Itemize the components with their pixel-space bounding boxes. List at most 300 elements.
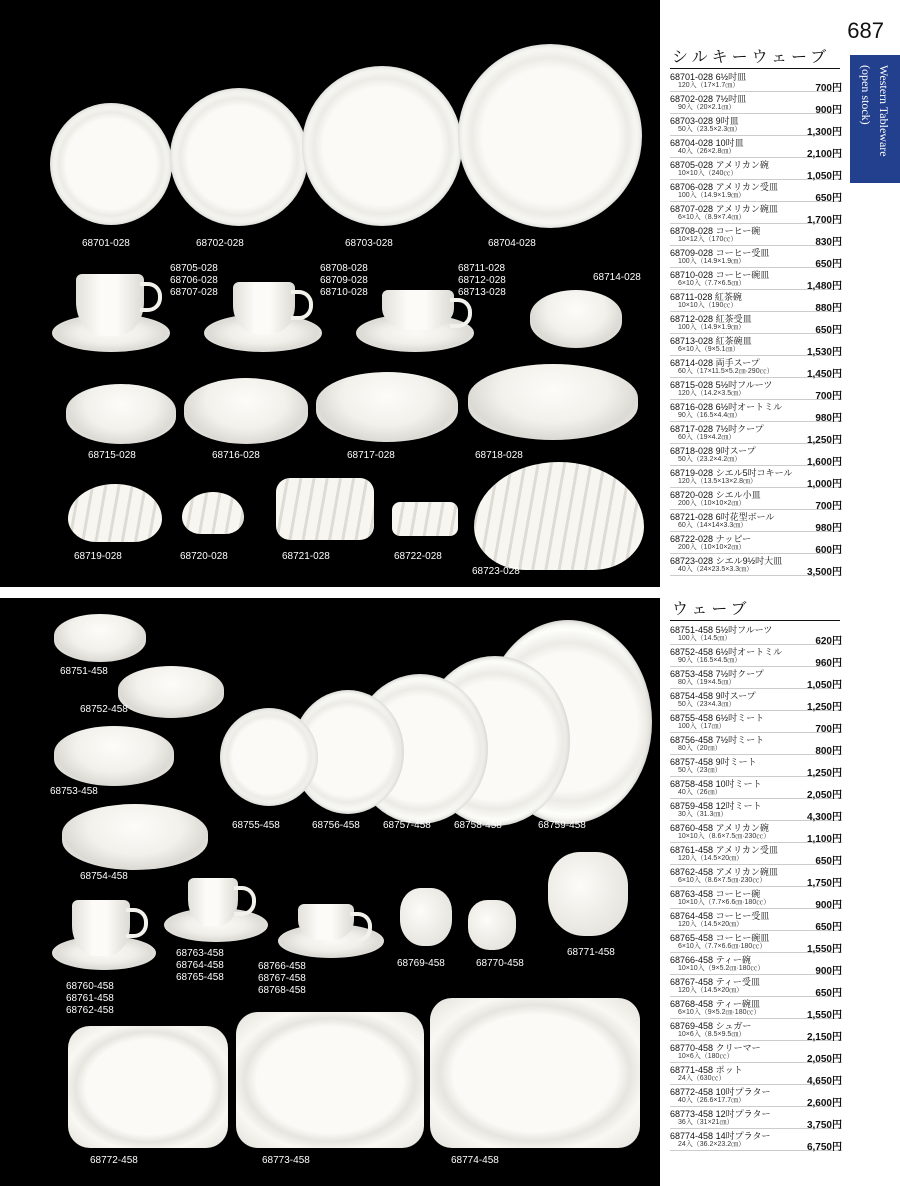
- item-name: 5½吋フルーツ: [715, 380, 773, 390]
- price-list-item: [670, 422, 842, 444]
- price-list-item: [670, 334, 842, 356]
- item-spec: 200入（10×10×2㎝）: [678, 500, 746, 507]
- item-name: 紅茶受皿: [715, 314, 752, 324]
- item-spec: 10×10入（9×5.2㎝·180㏄）: [678, 965, 765, 972]
- item-code: 68768-458: [670, 999, 714, 1009]
- bowl-68753: [54, 726, 174, 786]
- item-spec: 6×10入（8.6×7.5㎝·230㏄）: [678, 877, 767, 884]
- silky-wave-product-photo: [0, 0, 660, 587]
- item-spec: 6×10入（8.9×7.4㎝）: [678, 214, 746, 221]
- price-list-item: [670, 1019, 842, 1041]
- item-name: シュガー: [715, 1021, 752, 1031]
- bowl-68718: [468, 364, 638, 440]
- item-spec: 90入（20×2.1㎝）: [678, 104, 736, 111]
- item-price: 4,300円: [806, 812, 842, 823]
- item-price: 3,500円: [806, 567, 842, 578]
- price-list-item: [670, 224, 842, 246]
- item-name: 紅茶碗皿: [715, 336, 752, 346]
- price-list-item: [670, 821, 842, 843]
- item-spec: 60入（14×14×3.3㎝）: [678, 522, 748, 529]
- label-68722: 68722-028: [394, 551, 442, 562]
- price-list-item: [670, 1107, 842, 1129]
- item-code: 68706-028: [670, 182, 714, 192]
- label-68754: 68754-458: [80, 871, 128, 882]
- item-spec: 10×12入（170㏄）: [678, 236, 738, 243]
- item-name: 14吋プラター: [715, 1131, 771, 1141]
- label-68759: 68759-458: [538, 820, 586, 831]
- item-spec: 90入（16.5×4.5㎝）: [678, 657, 742, 664]
- label-68719: 68719-028: [74, 551, 122, 562]
- item-name: 9吋スープ: [715, 691, 756, 701]
- plate-68702: [170, 88, 308, 226]
- label-group-tea: 68711-028 68712-028 68713-028: [458, 263, 506, 298]
- item-price: 700円: [815, 391, 842, 402]
- item-spec: 90入（16.5×4.4㎝）: [678, 412, 742, 419]
- item-name: アメリカン碗皿: [715, 204, 778, 214]
- item-spec: 100入（14.9×1.9㎝）: [678, 258, 746, 265]
- bowl-68751: [54, 614, 146, 662]
- item-code: 68722-028: [670, 534, 714, 544]
- platter-68774: [430, 998, 640, 1148]
- pot-68771: [548, 852, 628, 936]
- item-code: 68760-458: [670, 823, 714, 833]
- item-name: 6½吋オートミル: [715, 647, 783, 657]
- item-code: 68754-458: [670, 691, 714, 701]
- item-spec: 30入（31.3㎝）: [678, 811, 728, 818]
- price-list-item: [670, 1085, 842, 1107]
- item-spec: 100入（17㎝）: [678, 723, 726, 730]
- item-code: 68715-028: [670, 380, 714, 390]
- item-code: 68761-458: [670, 845, 714, 855]
- item-code: 68755-458: [670, 713, 714, 723]
- item-spec: 60入（17×11.5×5.2㎝·290㏄）: [678, 368, 774, 375]
- item-name: ティー碗皿: [715, 999, 760, 1009]
- item-name: 5½吋フルーツ: [715, 625, 773, 635]
- item-price: 830円: [815, 237, 842, 248]
- price-list-item: [670, 997, 842, 1019]
- price-list-item: [670, 799, 842, 821]
- item-name: 9吋ミート: [715, 757, 757, 767]
- item-spec: 50入（23㎝）: [678, 767, 722, 774]
- price-list-item: [670, 755, 842, 777]
- price-list-wave: [670, 623, 842, 1151]
- item-name: アメリカン受皿: [715, 845, 778, 855]
- label-68701: 68701-028: [82, 238, 130, 249]
- item-name: 12吋ミート: [715, 801, 762, 811]
- item-spec: 100入（14.9×1.9㎝）: [678, 192, 746, 199]
- item-price: 800円: [815, 746, 842, 757]
- item-name: 10吋皿: [715, 138, 744, 148]
- bowl-68752: [118, 666, 224, 718]
- section-title-silky-wave: シルキーウェーブ: [672, 47, 831, 66]
- item-price: 980円: [815, 413, 842, 424]
- shell-plate-68723: [474, 462, 644, 570]
- item-name: シエル9½吋大皿: [715, 556, 783, 566]
- label-68720: 68720-028: [180, 551, 228, 562]
- bowl-68716: [184, 378, 308, 444]
- label-68753: 68753-458: [50, 786, 98, 797]
- item-code: 68765-458: [670, 933, 714, 943]
- label-group-american: 68705-028 68706-028 68707-028: [170, 263, 218, 298]
- item-spec: 6×10入（7.7×6.6㎝·180㏄）: [678, 943, 767, 950]
- price-list-item: [670, 711, 842, 733]
- item-spec: 6×10入（9×5.2㎝·180㏄）: [678, 1009, 761, 1016]
- price-list-item: [670, 532, 842, 554]
- price-list-item: [670, 733, 842, 755]
- item-price: 600円: [815, 545, 842, 556]
- page-number: 687: [847, 18, 884, 43]
- wave-product-photo: [0, 598, 660, 1186]
- item-code: 68716-028: [670, 402, 714, 412]
- item-spec: 120入（14.5×20㎝）: [678, 855, 744, 862]
- item-name: アメリカン受皿: [715, 182, 778, 192]
- item-spec: 80入（20㎝）: [678, 745, 722, 752]
- item-spec: 60入（19×4.2㎝）: [678, 434, 736, 441]
- item-spec: 10×10入（8.6×7.5㎝·230㏄）: [678, 833, 771, 840]
- price-list-item: [670, 931, 842, 953]
- item-price: 960円: [815, 658, 842, 669]
- cup-coffee-wave: [188, 878, 238, 926]
- item-spec: 50入（23.2×4.2㎝）: [678, 456, 742, 463]
- item-name: コーヒー碗皿: [715, 270, 770, 280]
- item-spec: 120入（14.5×20㎝）: [678, 921, 744, 928]
- price-list-item: [670, 1041, 842, 1063]
- price-list-item: [670, 887, 842, 909]
- plate-68755: [220, 708, 318, 806]
- item-price: 1,100円: [806, 834, 842, 845]
- label-68751: 68751-458: [60, 666, 108, 677]
- item-price: 650円: [815, 193, 842, 204]
- item-name: 6½吋オートミル: [715, 402, 783, 412]
- item-name: 9吋スープ: [715, 446, 756, 456]
- item-price: 650円: [815, 856, 842, 867]
- item-code: 68704-028: [670, 138, 714, 148]
- item-spec: 40入（24×23.5×3.3㎝）: [678, 566, 754, 573]
- item-name: コーヒー受皿: [715, 248, 770, 258]
- flower-bowl-68721: [276, 478, 374, 540]
- item-name: 7½吋皿: [715, 94, 747, 104]
- item-price: 650円: [815, 988, 842, 999]
- item-name: アメリカン碗皿: [715, 867, 778, 877]
- item-price: 6,750円: [806, 1142, 842, 1153]
- item-code: 68707-028: [670, 204, 714, 214]
- item-price: 980円: [815, 523, 842, 534]
- item-spec: 120入（13.5×13×2.8㎝）: [678, 478, 757, 485]
- item-price: 650円: [815, 325, 842, 336]
- item-code: 68717-028: [670, 424, 714, 434]
- item-code: 68757-458: [670, 757, 714, 767]
- item-spec: 40入（26×2.8㎝）: [678, 148, 736, 155]
- item-price: 620円: [815, 636, 842, 647]
- item-spec: 36入（31×21㎝）: [678, 1119, 734, 1126]
- item-code: 68769-458: [670, 1021, 714, 1031]
- item-price: 1,050円: [806, 171, 842, 182]
- label-68773: 68773-458: [262, 1155, 310, 1166]
- plate-68703: [302, 66, 462, 226]
- item-code: 68758-458: [670, 779, 714, 789]
- price-list-item: [670, 92, 842, 114]
- item-spec: 6×10入（9×5.1㎝）: [678, 346, 740, 353]
- item-name: ポット: [715, 1065, 743, 1075]
- item-name: コーヒー受皿: [715, 911, 770, 921]
- item-price: 1,250円: [806, 768, 842, 779]
- item-code: 68759-458: [670, 801, 714, 811]
- item-name: アメリカン碗: [715, 160, 769, 170]
- label-68752: 68752-458: [80, 704, 128, 715]
- item-code: 68766-458: [670, 955, 714, 965]
- item-spec: 10×10入（190㏄）: [678, 302, 738, 309]
- price-list-item: [670, 378, 842, 400]
- label-68717: 68717-028: [347, 450, 395, 461]
- item-name: 紅茶碗: [714, 292, 742, 302]
- price-list-item: [670, 488, 842, 510]
- item-price: 3,750円: [806, 1120, 842, 1131]
- plate-68704: [458, 44, 642, 228]
- item-name: 9吋皿: [715, 116, 739, 126]
- item-code: 68705-028: [670, 160, 714, 170]
- item-price: 2,050円: [806, 1054, 842, 1065]
- item-price: 1,250円: [806, 435, 842, 446]
- side-tab-line1: Western Tableware: [877, 65, 891, 157]
- label-68774: 68774-458: [451, 1155, 499, 1166]
- item-price: 1,480円: [806, 281, 842, 292]
- item-name: ティー受皿: [715, 977, 760, 987]
- item-spec: 40入（26.6×17.7㎝）: [678, 1097, 746, 1104]
- item-spec: 10×6入（180㏄）: [678, 1053, 734, 1060]
- item-price: 2,600円: [806, 1098, 842, 1109]
- item-spec: 40入（26㎝）: [678, 789, 722, 796]
- item-spec: 100入（14.9×1.9㎝）: [678, 324, 746, 331]
- item-code: 68718-028: [670, 446, 714, 456]
- item-code: 68710-028: [670, 270, 714, 280]
- shell-68719: [68, 484, 162, 542]
- item-price: 650円: [815, 259, 842, 270]
- price-list-item: [670, 953, 842, 975]
- item-name: 12吋プラター: [715, 1109, 771, 1119]
- item-code: 68711-028: [670, 292, 713, 302]
- item-code: 68719-028: [670, 468, 714, 478]
- label-68723: 68723-028: [472, 566, 520, 577]
- item-spec: 10×10入（7.7×6.6㎝·180㏄）: [678, 899, 771, 906]
- item-price: 1,550円: [806, 1010, 842, 1021]
- price-list-item: [670, 667, 842, 689]
- item-price: 1,600円: [806, 457, 842, 468]
- item-spec: 6×10入（7.7×6.5㎝）: [678, 280, 746, 287]
- item-name: シエル5吋コキール: [715, 468, 793, 478]
- item-name: シエル小皿: [715, 490, 761, 500]
- item-spec: 10×10入（240㏄）: [678, 170, 738, 177]
- item-code: 68770-458: [670, 1043, 714, 1053]
- price-list-silky-wave: [670, 70, 842, 576]
- item-code: 68771-458: [670, 1065, 714, 1075]
- item-price: 4,650円: [806, 1076, 842, 1087]
- label-group-coffee-wave: 68763-458 68764-458 68765-458: [176, 948, 224, 983]
- label-68757: 68757-458: [383, 820, 431, 831]
- cup-american: [76, 274, 144, 336]
- item-spec: 50入（23.5×2.3㎝）: [678, 126, 742, 133]
- price-list-item: [670, 865, 842, 887]
- item-name: コーヒー碗皿: [715, 933, 770, 943]
- item-name: ナッピー: [715, 534, 752, 544]
- cup-tea-wave: [298, 904, 354, 940]
- item-name: 両手スープ: [715, 358, 760, 368]
- item-price: 650円: [815, 922, 842, 933]
- item-code: 68751-458: [670, 625, 714, 635]
- item-name: 7½吋クープ: [715, 424, 764, 434]
- item-code: 68723-028: [670, 556, 714, 566]
- item-spec: 10×6入（8.5×9.5㎝）: [678, 1031, 746, 1038]
- item-price: 1,000円: [806, 479, 842, 490]
- item-spec: 24入（36.2×23.2㎝）: [678, 1141, 746, 1148]
- side-tab-line2: (open stock): [859, 65, 873, 125]
- category-side-tab: [850, 55, 900, 183]
- item-name: ティー碗: [715, 955, 751, 965]
- item-price: 1,700円: [806, 215, 842, 226]
- item-code: 68756-458: [670, 735, 714, 745]
- price-list-item: [670, 909, 842, 931]
- label-group-american-wave: 68760-458 68761-458 68762-458: [66, 981, 114, 1016]
- label-68721: 68721-028: [282, 551, 330, 562]
- price-list-item: [670, 510, 842, 532]
- item-price: 1,550円: [806, 944, 842, 955]
- item-code: 68753-458: [670, 669, 714, 679]
- section-title-wave: ウェーブ: [672, 599, 751, 618]
- section-rule: [670, 620, 840, 621]
- item-spec: 120入（14.2×3.5㎝）: [678, 390, 746, 397]
- price-list-item: [670, 268, 842, 290]
- item-name: コーヒー碗: [715, 889, 761, 899]
- platter-68772: [68, 1026, 228, 1148]
- item-price: 700円: [815, 724, 842, 735]
- bowl-68754: [62, 804, 208, 870]
- label-68770: 68770-458: [476, 958, 524, 969]
- price-list-item: [670, 975, 842, 997]
- price-list-item: [670, 70, 842, 92]
- item-spec: 120入（14.5×20㎝）: [678, 987, 744, 994]
- item-code: 68762-458: [670, 867, 714, 877]
- label-68714: 68714-028: [593, 272, 641, 283]
- item-name: 6吋花型ボール: [715, 512, 775, 522]
- item-code: 68772-458: [670, 1087, 714, 1097]
- label-68772: 68772-458: [90, 1155, 138, 1166]
- item-name: 7½吋クープ: [715, 669, 764, 679]
- price-list-item: [670, 158, 842, 180]
- price-list-item: [670, 180, 842, 202]
- price-list-item: [670, 114, 842, 136]
- label-group-tea-wave: 68766-458 68767-458 68768-458: [258, 961, 306, 996]
- nappy-68722: [392, 502, 458, 536]
- label-68704: 68704-028: [488, 238, 536, 249]
- cup-american-wave: [72, 900, 130, 956]
- item-code: 68701-028: [670, 72, 714, 82]
- bowl-68715: [66, 384, 176, 444]
- item-code: 68764-458: [670, 911, 714, 921]
- item-code: 68763-458: [670, 889, 714, 899]
- item-price: 1,750円: [806, 878, 842, 889]
- price-list-item: [670, 1129, 842, 1151]
- item-name: コーヒー碗: [715, 226, 761, 236]
- item-spec: 200入（10×10×2㎝）: [678, 544, 746, 551]
- item-spec: 80入（19×4.5㎝）: [678, 679, 736, 686]
- price-list-item: [670, 689, 842, 711]
- price-list-item: [670, 312, 842, 334]
- price-list-item: [670, 645, 842, 667]
- price-list-item: [670, 843, 842, 865]
- item-name: 6½吋ミート: [715, 713, 765, 723]
- price-list-item: [670, 246, 842, 268]
- item-code: 68712-028: [670, 314, 714, 324]
- bowl-68714: [530, 290, 622, 348]
- price-list-item: [670, 290, 842, 312]
- price-list-item: [670, 777, 842, 799]
- item-code: 68703-028: [670, 116, 714, 126]
- item-price: 2,050円: [806, 790, 842, 801]
- price-list-item: [670, 1063, 842, 1085]
- shell-68720: [182, 492, 244, 534]
- label-68769: 68769-458: [397, 958, 445, 969]
- item-price: 2,150円: [806, 1032, 842, 1043]
- creamer-68770: [468, 900, 516, 950]
- label-68718: 68718-028: [475, 450, 523, 461]
- item-code: 68708-028: [670, 226, 714, 236]
- item-code: 68702-028: [670, 94, 714, 104]
- item-code: 68773-458: [670, 1109, 714, 1119]
- item-spec: 120入（17×1.7㎝）: [678, 82, 740, 89]
- cup-coffee: [233, 282, 295, 334]
- price-list-item: [670, 356, 842, 378]
- label-68715: 68715-028: [88, 450, 136, 461]
- price-list-item: [670, 444, 842, 466]
- item-code: 68714-028: [670, 358, 714, 368]
- item-price: 700円: [815, 501, 842, 512]
- platter-68773: [236, 1012, 424, 1148]
- item-price: 1,300円: [806, 127, 842, 138]
- item-spec: 100入（14.5㎝）: [678, 635, 732, 642]
- item-spec: 50入（23×4.3㎝）: [678, 701, 736, 708]
- item-price: 900円: [815, 966, 842, 977]
- item-name: クリーマー: [715, 1043, 761, 1053]
- item-price: 1,450円: [806, 369, 842, 380]
- label-68755: 68755-458: [232, 820, 280, 831]
- section-rule: [670, 68, 840, 69]
- label-group-coffee: 68708-028 68709-028 68710-028: [320, 263, 368, 298]
- item-code: 68721-028: [670, 512, 714, 522]
- price-list-item: [670, 554, 842, 576]
- item-name: アメリカン碗: [715, 823, 769, 833]
- item-name: 10吋プラター: [715, 1087, 771, 1097]
- item-price: 1,250円: [806, 702, 842, 713]
- cup-tea: [382, 290, 454, 330]
- bowl-68717: [316, 372, 458, 442]
- item-name: 7½吋ミート: [715, 735, 765, 745]
- item-name: 10吋ミート: [715, 779, 762, 789]
- label-68703: 68703-028: [345, 238, 393, 249]
- item-code: 68752-458: [670, 647, 714, 657]
- item-price: 900円: [815, 900, 842, 911]
- item-code: 68713-028: [670, 336, 714, 346]
- price-list-item: [670, 466, 842, 488]
- item-price: 1,530円: [806, 347, 842, 358]
- label-68716: 68716-028: [212, 450, 260, 461]
- price-list-item: [670, 623, 842, 645]
- label-68756: 68756-458: [312, 820, 360, 831]
- item-price: 880円: [815, 303, 842, 314]
- item-name: 6½吋皿: [715, 72, 747, 82]
- price-list-item: [670, 136, 842, 158]
- item-price: 900円: [815, 105, 842, 116]
- plate-68701: [50, 103, 172, 225]
- item-code: 68767-458: [670, 977, 714, 987]
